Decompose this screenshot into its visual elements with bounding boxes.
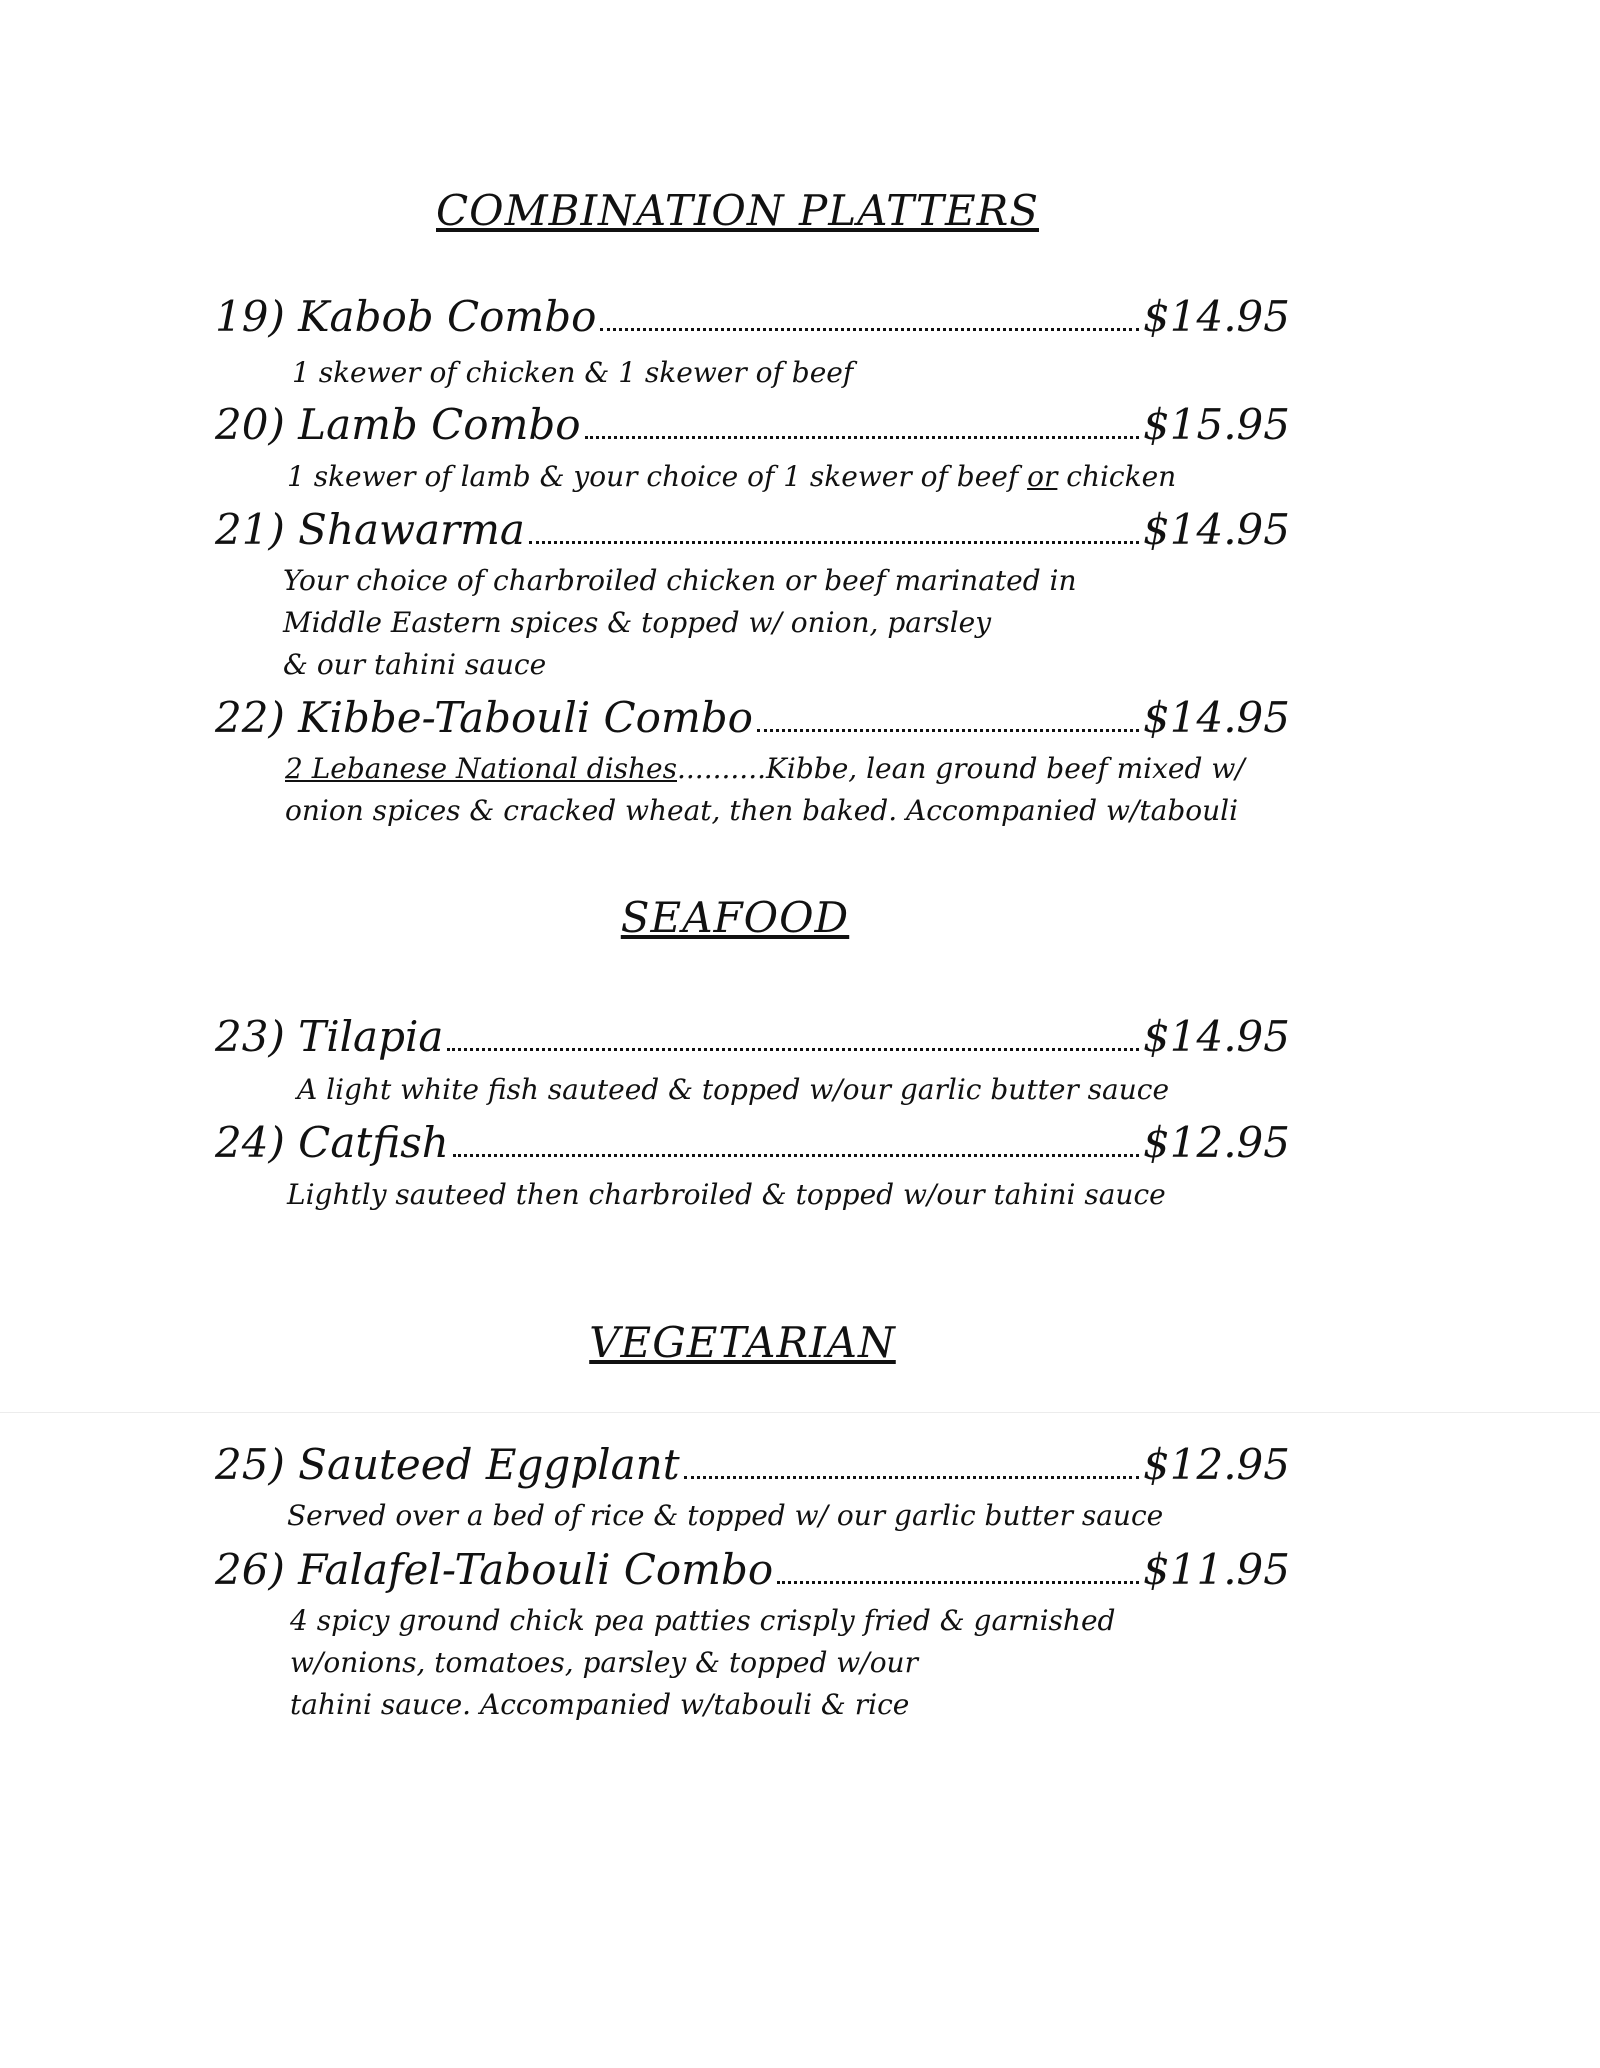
item-price: $12.95 <box>1143 1118 1290 1167</box>
item-price: $11.95 <box>1143 1545 1290 1594</box>
dot-leader <box>453 1154 1139 1157</box>
dot-leader <box>585 436 1139 439</box>
desc-line: tahini sauce. Accompanied w/tabouli & rice <box>290 1688 910 1721</box>
item-description <box>285 748 1245 832</box>
desc-emphasis: 2 Lebanese National dishes <box>285 752 677 785</box>
item-description <box>287 456 1176 498</box>
menu-item-20 <box>215 400 1290 449</box>
item-description: 1 skewer of chicken & 1 skewer of beef <box>292 356 854 389</box>
dot-leader <box>529 541 1139 544</box>
menu-item-24 <box>215 1118 1290 1167</box>
item-name: 20) Lamb Combo <box>215 400 581 449</box>
item-description: Served over a bed of rice & topped w/ our garlic butter sauce <box>287 1499 1164 1532</box>
desc-line: & our tahini sauce <box>283 648 547 681</box>
item-name: 25) Sauteed Eggplant <box>215 1440 680 1489</box>
desc-line <box>285 748 1245 790</box>
item-description: A light white fish sauteed & topped w/our garlic butter sauce <box>297 1073 1170 1106</box>
desc-text: chicken <box>1057 460 1177 493</box>
section-title-vegetarian: VEGETARIAN <box>589 1318 896 1367</box>
desc-line: onion spices & cracked wheat, then baked. Accompanied w/tabouli <box>285 794 1239 827</box>
item-price: $14.95 <box>1143 292 1290 341</box>
dot-leader <box>757 729 1139 732</box>
menu-item-23 <box>215 1012 1290 1061</box>
item-price: $14.95 <box>1143 1012 1290 1061</box>
menu-item-25 <box>215 1440 1290 1489</box>
item-description <box>290 1600 1115 1726</box>
section-title-combination-platters: COMBINATION PLATTERS <box>436 186 1039 235</box>
menu-item-19 <box>215 292 1290 341</box>
section-title-seafood: SEAFOOD <box>620 893 850 942</box>
dot-leader <box>684 1476 1139 1479</box>
desc-line: Middle Eastern spices & topped w/ onion, parsley <box>283 606 992 639</box>
item-name: 26) Falafel-Tabouli Combo <box>215 1545 774 1594</box>
item-name: 22) Kibbe-Tabouli Combo <box>215 693 753 742</box>
item-price: $14.95 <box>1143 693 1290 742</box>
item-name: 21) Shawarma <box>215 505 525 554</box>
desc-line: 4 spicy ground chick pea patties crisply fried & garnished <box>290 1604 1116 1637</box>
item-description <box>283 560 1077 686</box>
desc-text: ..........Kibbe, lean ground beef mixed w/ <box>677 752 1245 785</box>
dot-leader <box>447 1048 1139 1051</box>
desc-text: 1 skewer of lamb & your choice of 1 skewer of beef <box>287 460 1028 493</box>
desc-line: w/onions, tomatoes, parsley & topped w/our <box>290 1646 918 1679</box>
item-name: 23) Tilapia <box>215 1012 444 1061</box>
scan-divider <box>0 1412 1600 1413</box>
item-price: $15.95 <box>1143 400 1290 449</box>
item-name: 19) Kabob Combo <box>215 292 597 341</box>
menu-item-22 <box>215 693 1290 742</box>
desc-line: Your choice of charbroiled chicken or beef marinated in <box>283 564 1077 597</box>
item-name: 24) Catfish <box>215 1118 449 1167</box>
item-price: $14.95 <box>1143 505 1290 554</box>
dot-leader <box>777 1581 1139 1584</box>
dot-leader <box>600 328 1139 331</box>
menu-item-21 <box>215 505 1290 554</box>
item-price: $12.95 <box>1143 1440 1290 1489</box>
menu-item-26 <box>215 1545 1290 1594</box>
desc-emphasis: or <box>1027 460 1058 493</box>
item-description: Lightly sauteed then charbroiled & topped w/our tahini sauce <box>287 1178 1166 1211</box>
